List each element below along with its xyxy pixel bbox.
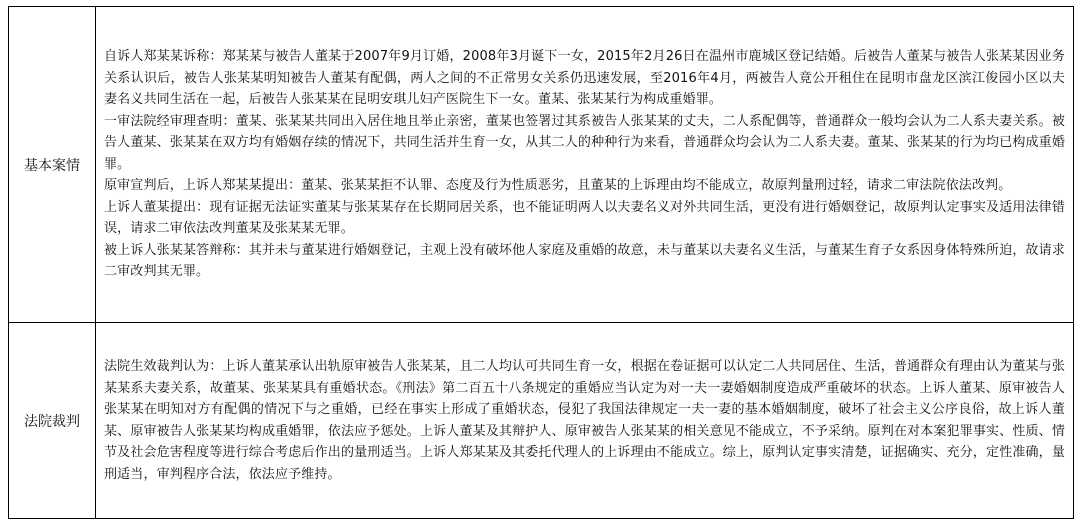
row-content-court-ruling <box>96 323 1074 519</box>
paragraph-first-instance: 一审法院经审理查明：董某、张某某共同出入居住地且举止亲密，董某也签署过其系被告人张某某的丈夫，二人系配偶等，普通群众一般均会认为二人系夫妻关系。被告人董某、张某某在双方均有婚姻存续的情况下，共同生活并生育一女，从其二人的种种行为来看，普通群众均会认为二人系夫妻。董某、张某某的行为均已构成重婚罪。 <box>104 113 1065 172</box>
row-content-basic-facts <box>96 7 1074 323</box>
row-label-court-ruling: 法院裁判 <box>9 323 96 519</box>
case-table <box>8 6 1074 519</box>
paragraph-appellant-zheng: 原审宣判后，上诉人郑某某提出：董某、张某某拒不认罪、态度及行为性质恶劣，且董某的上诉理由均不能成立，故原判量刑过轻，请求二审法院依法改判。 <box>104 178 1012 194</box>
paragraph-plaintiff-claim: 自诉人郑某某诉称：郑某某与被告人董某于2007年9月订婚，2008年3月诞下一女，2015年2月26日在温州市鹿城区登记结婚。后被告人董某与被告人张某某因业务关系认识后，被告人张某某明知被告人董某有配偶，两人之间的不正常男女关系仍迅速发展，至2016年4月，两被告人竟公开租住在昆明市盘龙区滨江俊园小区以夫妻名义共同生活在一起，后被告人张某某在昆明安琪儿妇产医院生下一女。董某、张某某行为构成重婚罪。 <box>104 49 1065 108</box>
table-row-court-ruling <box>9 323 1074 519</box>
paragraph-appellee-zhang: 被上诉人张某某答辩称：其并未与董某进行婚姻登记，主观上没有破坏他人家庭及重婚的故意，未与董某以夫妻名义生活，与董某生育子女系因身体特殊所迫，故请求二审改判其无罪。 <box>104 242 1065 280</box>
table-row-basic-facts <box>9 7 1074 323</box>
paragraph-appellant-dong: 上诉人董某提出：现有证据无法证实董某与张某某存在长期同居关系，也不能证明两人以夫妻名义对外共同生活，更没有进行婚姻登记，故原判认定事实及适用法律错误，请求二审依法改判董某及张某某无罪。 <box>104 199 1065 237</box>
paragraph-court-ruling: 法院生效裁判认为：上诉人董某承认出轨原审被告人张某某，且二人均认可共同生育一女，根据在卷证据可以认定二人共同居住、生活，普通群众有理由认为董某与张某某系夫妻关系，故董某、张某某具有重婚状态。《刑法》第二百五十八条规定的重婚应当认定为对一夫一妻婚姻制度造成严重破坏的状态。上诉人董某、原审被告人张某某在明知对方有配偶的情况下与之重婚，已经在事实上形成了重婚状态，侵犯了我国法律规定一夫一妻的基本婚姻制度，破坏了社会主义公序良俗，故上诉人董某、原审被告人张某某均构成重婚罪，依法应予惩处。上诉人董某及其辩护人、原审被告人张某某的相关意见不能成立，不予采纳。原判在对本案犯罪事实、性质、情节及社会危害程度等进行综合考虑后作出的量刑适当。上诉人郑某某及其委托代理人的上诉理由不能成立。综上，原判认定事实清楚，证据确实、充分，定性准确，量刑适当，审判程序合法，依法应予维持。 <box>104 359 1065 482</box>
row-label-basic-facts: 基本案情 <box>9 7 96 323</box>
